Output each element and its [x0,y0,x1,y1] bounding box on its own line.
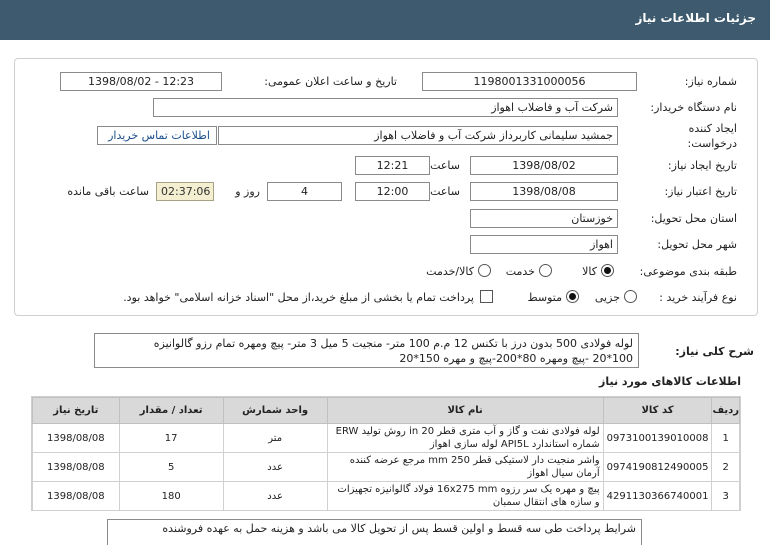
table-header-row [33,398,740,424]
row-code: 0974190812490005 [603,453,712,482]
row-name [327,453,603,482]
created-time-field: 12:21 [355,156,430,175]
row-date: 1398/08/08 [33,453,120,482]
col-name-header: نام کالا [327,398,603,424]
row-name-line-1: واشر منجیت دار لاستیکی قطر 250 mm مرجع عرضه کننده [349,455,600,466]
buyer-field: شرکت آب و فاضلاب اهواز [153,98,618,117]
row-qty: 17 [119,424,223,453]
day-and-label: روز و [235,185,260,198]
created-date-label: تاریخ ایجاد نیاز: [667,159,737,172]
treasury-payment-checkbox[interactable] [480,290,493,303]
category-service-radio[interactable] [539,264,552,277]
need-number-label: شماره نیاز: [684,75,737,88]
row-date: 1398/08/08 [33,424,120,453]
row-code: 4291130366740001 [603,482,712,511]
row-name-line-2: آرمان سیال اهواز [527,468,600,479]
row-name-line-2: و سازه های انتقال سمبان [492,497,600,508]
category-goods-service-label: کالا/خدمت [426,265,474,278]
remaining-time-label: ساعت باقی مانده [67,185,149,198]
row-name [327,482,603,511]
valid-time-field: 12:00 [355,182,430,201]
announce-field: 1398/08/02 - 12:23 [60,72,222,91]
announce-label: تاریخ و ساعت اعلان عمومی: [264,75,397,88]
remaining-days-field: 4 [267,182,342,201]
province-field: خوزستان [470,209,618,228]
process-minor-radio[interactable] [624,290,637,303]
description-box [94,333,639,368]
description-line-1: لوله فولادی 500 بدون درز با تکنس 12 م.م 100 متر- منجیت 5 میل 3 متر- پیچ ومهره تمام رزو گالوانیزه [153,337,633,350]
table-row [33,453,740,482]
row-date: 1398/08/08 [33,482,120,511]
treasury-payment-note: پرداخت تمام یا بخشی از مبلغ خرید،از محل "اسناد خزانه اسلامی" خواهد بود. [123,291,474,304]
row-name-line-1: پیچ و مهره یک سر رزوه 16x275 mm فولاد گالوانیزه تجهیزات [337,484,600,495]
buyer-label: نام دستگاه خریدار: [650,101,737,114]
category-goods-label: کالا [582,265,597,278]
buyer-notes-line-1: شرایط پرداخت طی سه قسط و اولین قسط پس از تحویل کالا می باشد و هزینه حمل به عهده فروشنده [162,522,636,535]
row-qty: 180 [119,482,223,511]
valid-time-label: ساعت [430,185,460,198]
process-medium-label: متوسط [527,291,562,304]
process-minor-label: جزیی [594,291,620,304]
row-qty: 5 [119,453,223,482]
row-code: 0973100139010008 [603,424,712,453]
col-index-header: ردیف [712,398,740,424]
category-goods-radio[interactable] [601,264,614,277]
created-date-field: 1398/08/02 [470,156,618,175]
description-line-2: 100*20 -پیچ ومهره 80*200-پیچ و مهره 150*20 [399,352,633,365]
row-name [327,424,603,453]
category-service-label: خدمت [505,265,535,278]
row-unit: عدد [223,482,327,511]
valid-date-field: 1398/08/08 [470,182,618,201]
row-unit: متر [223,424,327,453]
row-unit: عدد [223,453,327,482]
buyer-contact-link[interactable]: اطلاعات تماس خریدار [97,126,217,145]
items-section-title: اطلاعات کالاهای مورد نیاز [599,375,741,388]
page-header [0,0,770,40]
col-code-header: کد کالا [603,398,712,424]
description-label: شرح کلی نیاز: [675,345,754,358]
creator-label-line1: ایجاد کننده [688,122,737,135]
process-label: نوع فرآیند خرید : [659,291,737,304]
col-qty-header: تعداد / مقدار [119,398,223,424]
remaining-time-timer: 02:37:06 [156,182,214,201]
creator-field: جمشید سلیمانی کاربرداز شرکت آب و فاضلاب اهواز [218,126,618,145]
table-row [33,482,740,511]
need-number-field: 1198001331000056 [422,72,637,91]
table-row [33,424,740,453]
row-index: 2 [712,453,740,482]
city-label: شهر محل تحویل: [657,238,737,251]
row-index: 1 [712,424,740,453]
items-table [31,396,741,511]
city-field: اهواز [470,235,618,254]
category-goods-service-radio[interactable] [478,264,491,277]
created-time-label: ساعت [430,159,460,172]
row-name-line-2: شماره استاندارد API5L لوله سازی اهواز [429,439,600,450]
row-index: 3 [712,482,740,511]
row-name-line-1: لوله فولادی نفت و گاز و آب متری قطر 20 in روش تولید ERW [335,426,600,437]
page-title: جزئیات اطلاعات نیاز [635,11,756,25]
col-date-header: تاریخ نیاز [33,398,120,424]
category-label: طبقه بندی موضوعی: [639,265,737,278]
creator-label-line2: درخواست: [687,137,737,150]
col-unit-header: واحد شمارش [223,398,327,424]
process-medium-radio[interactable] [566,290,579,303]
valid-date-label: تاریخ اعتبار نیاز: [664,185,737,198]
buyer-notes-box [107,519,642,545]
province-label: استان محل تحویل: [650,212,737,225]
